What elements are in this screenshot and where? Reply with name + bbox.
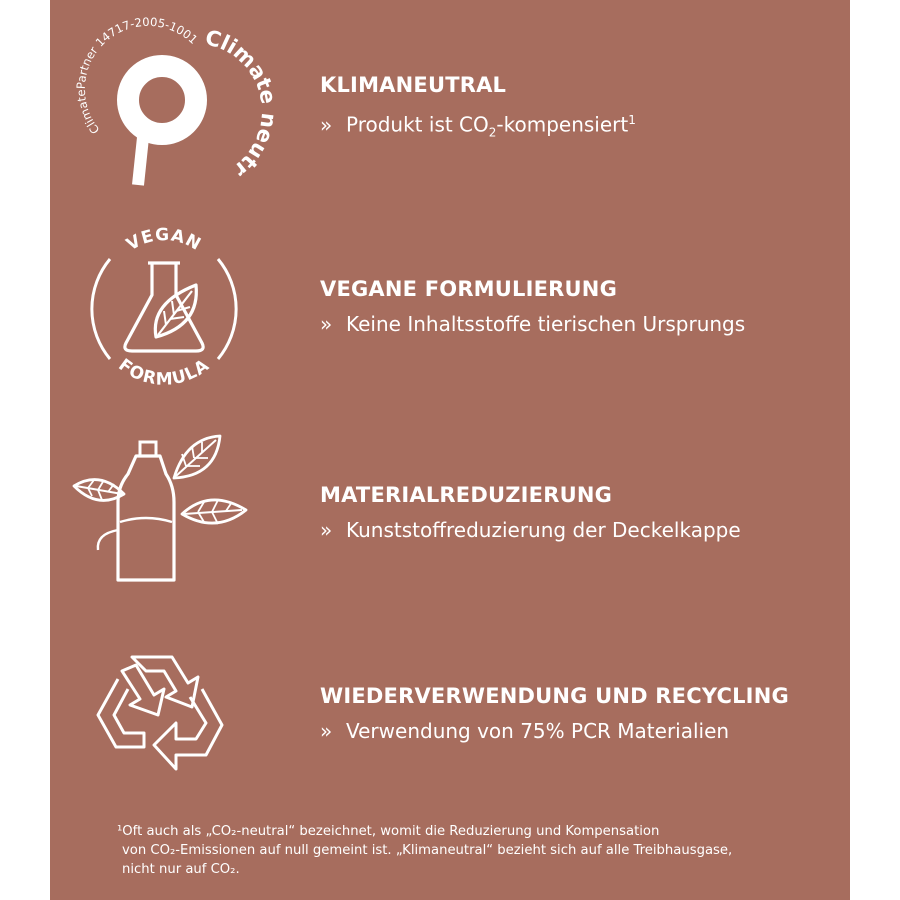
recycling-icon — [92, 645, 232, 785]
vegan-badge-top-text: VEGAN — [123, 225, 205, 256]
bullet-arrow: » — [320, 112, 333, 137]
vegan-badge-bottom-text: FORMULA — [114, 355, 214, 390]
bullet-arrow: » — [320, 719, 333, 743]
feature-description: » Verwendung von 75% PCR Materialien — [320, 719, 730, 743]
feature-description: » Produkt ist $CO_2-kompensiert^1$ — [320, 112, 636, 140]
bullet-arrow: » — [320, 518, 333, 542]
climate-ring-right-text: Climate neutral — [70, 1, 282, 183]
footnote — [117, 822, 732, 879]
climate-neutral-badge-icon — [70, 1, 282, 190]
bottle-leaves-icon — [70, 430, 250, 590]
svg-text:VEGAN — [123, 225, 205, 255]
feature-description: » Kunststoffreduzierung der Deckelkappe — [320, 518, 741, 542]
bullet-arrow: » — [320, 312, 333, 336]
feature-title: KLIMANEUTRAL — [320, 73, 507, 97]
footnote-line: nicht nur auf CO₂. — [122, 862, 240, 877]
feature-vegane-formulierung — [320, 276, 745, 337]
svg-text:FORMULA — [115, 355, 214, 389]
sustainability-panel — [50, 0, 850, 900]
feature-title: WIEDERVERWENDUNG UND RECYCLING — [320, 684, 789, 708]
feature-title: VEGANE FORMULIERUNG — [320, 277, 618, 301]
feature-recycling — [320, 683, 789, 744]
feature-klimaneutral — [320, 72, 636, 146]
footnote-line: von CO₂-Emissionen auf null gemeint ist. „Klimaneutral“ bezieht sich auf alle Treibhausgase, — [122, 843, 733, 858]
feature-title: MATERIALREDUZIERUNG — [320, 483, 613, 507]
footnote-line: ¹Oft auch als „CO₂-neutral“ bezeichnet, womit die Reduzierung und Kompensation — [117, 824, 660, 839]
climate-ring-top-text: ClimatePartner 14717-2005-1001 — [73, 14, 201, 137]
vegan-formula-badge-icon — [80, 225, 248, 393]
feature-materialreduzierung — [320, 482, 741, 543]
feature-description: » Keine Inhaltsstoffe tierischen Ursprungs — [320, 312, 746, 336]
